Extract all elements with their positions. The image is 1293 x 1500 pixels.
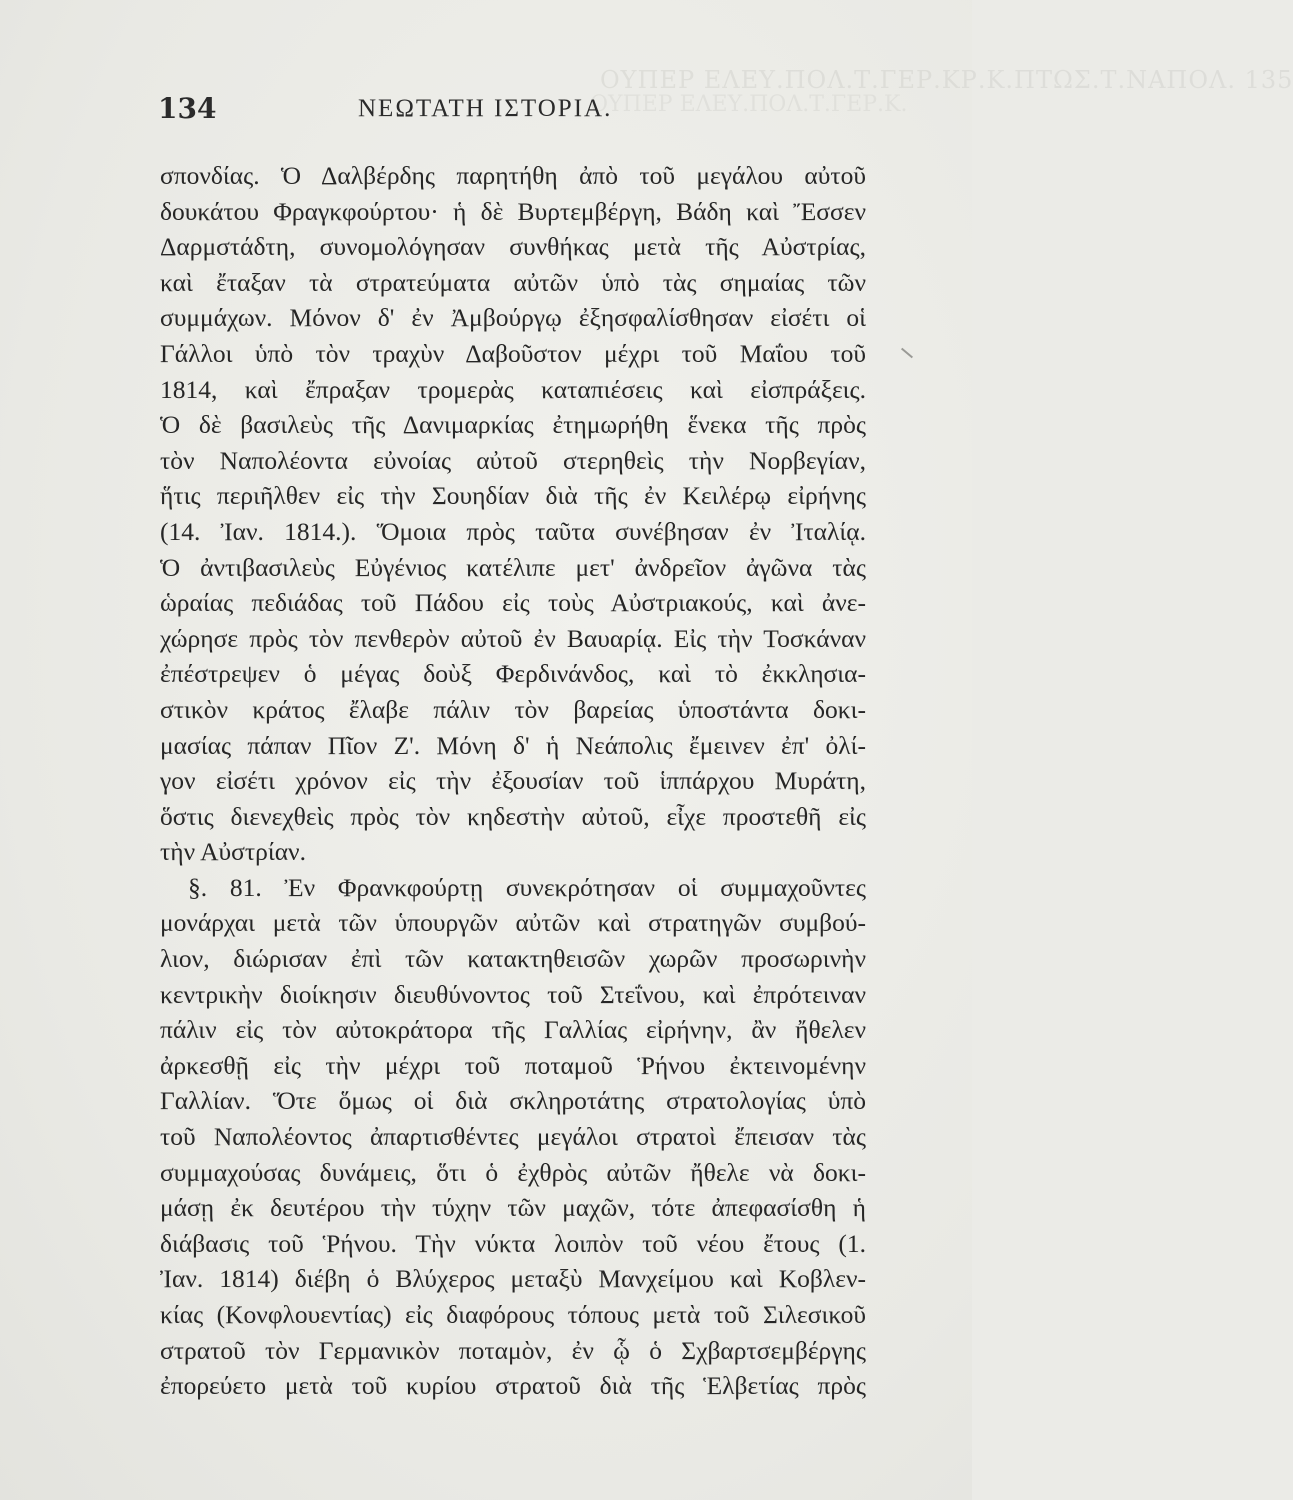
bleed-through-text-2: ΟΥΠΕΡ ΕΛΕΥ.ΠΟΛ.Τ.ΓΕΡ.Κ.	[590, 92, 908, 117]
text-line: διάβασις τοῦ Ῥήνου. Τὴν νύκτα λοιπὸν τοῦ νέου ἔτους (1.	[160, 1228, 866, 1258]
text-line: Ἰαν. 1814) διέβη ὁ Βλύχερος μεταξὺ Μανχείμου καὶ Κοβλεν-	[160, 1264, 866, 1294]
text-line: Γαλλίαν. Ὅτε ὅμως οἱ διὰ σκληροτάτης στρατολογίας ὑπὸ	[160, 1086, 866, 1116]
margin-mark	[901, 348, 913, 359]
text-line: ἀρκεσθῇ εἰς τὴν μέχρι τοῦ ποταμοῦ Ῥήνου ἐκτεινομένην	[160, 1050, 866, 1080]
running-title: ΝΕΩΤΑΤΗ ΙΣΤΟΡΙΑ.	[358, 95, 613, 122]
text-line: συμμάχων. Μόνον δ' ἐν Ἀμβούργῳ ἐξησφαλίσθησαν εἰσέτι οἱ	[160, 303, 866, 333]
text-line: πάλιν εἰς τὸν αὐτοκράτορα τῆς Γαλλίας εἰρήνην, ἂν ἤθελεν	[160, 1015, 866, 1045]
text-line: γον εἰσέτι χρόνον εἰς τὴν ἐξουσίαν τοῦ ἱππάρχου Μυράτη,	[160, 766, 866, 796]
text-line: ἐπέστρεψεν ὁ μέγας δοὺξ Φερδινάνδος, καὶ τὸ ἐκκλησια-	[160, 659, 866, 689]
text-line: μασίας πάπαν Πῖον Ζ'. Μόνη δ' ἡ Νεάπολις ἔμεινεν ἐπ' ὀλί-	[160, 730, 866, 760]
text-line: τὸν Ναπολέοντα εὐνοίας αὐτοῦ στερηθεὶς τὴν Νορβεγίαν,	[160, 445, 866, 475]
text-line: Ὁ ἀντιβασιλεὺς Εὐγένιος κατέλιπε μετ' ἀνδρεῖον ἀγῶνα τὰς	[160, 552, 866, 582]
text-line: στρατοῦ τὸν Γερμανικὸν ποταμὸν, ἐν ᾧ ὁ Σχβαρτσεμβέργης	[160, 1335, 866, 1365]
text-line: Δαρμστάδτη, συνομολόγησαν συνθήκας μετὰ τῆς Αὐστρίας,	[160, 232, 866, 262]
bleed-through-text: ΟΥΠΕΡ ΕΛΕΥ.ΠΟΛ.Τ.ΓΕΡ.ΚΡ.Κ.ΠΤΩΣ.Τ.ΝΑΠΟΛ. 135	[600, 66, 1293, 94]
text-line: 1814, καὶ ἔπραξαν τρομερὰς καταπιέσεις καὶ εἰσπράξεις.	[160, 374, 866, 404]
text-line: συμμαχούσας δυνάμεις, ὅτι ὁ ἐχθρὸς αὐτῶν ἤθελε νὰ δοκι-	[160, 1157, 866, 1187]
text-line: μάσῃ ἐκ δευτέρου τὴν τύχην τῶν μαχῶν, τότε ἀπεφασίσθη ἡ	[160, 1193, 866, 1223]
text-line: κίας (Κονφλουεντίας) εἰς διαφόρους τόπους μετὰ τοῦ Σιλεσικοῦ	[160, 1300, 866, 1329]
text-line: χώρησε πρὸς τὸν πενθερὸν αὐτοῦ ἐν Βαυαρίᾳ. Εἰς τὴν Τοσκάναν	[160, 623, 866, 653]
text-line: ὡραίας πεδιάδας τοῦ Πάδου εἰς τοὺς Αὐστριακούς, καὶ ἀνε-	[160, 588, 866, 618]
text-line: ὅστις διενεχθεὶς πρὸς τὸν κηδεστὴν αὐτοῦ, εἶχε προστεθῆ εἰς	[160, 801, 866, 831]
text-line: δουκάτου Φραγκφούρτου· ἡ δὲ Βυρτεμβέργη, Βάδη καὶ Ἔσσεν	[160, 196, 866, 226]
text-line: κεντρικὴν διοίκησιν διευθύνοντος τοῦ Στεΐνου, καὶ ἐπρότειναν	[160, 979, 866, 1009]
text-line: Γάλλοι ὑπὸ τὸν τραχὺν Δαβοῦστον μέχρι τοῦ Μαΐου τοῦ	[160, 338, 866, 368]
text-line: (14. Ἰαν. 1814.). Ὅμοια πρὸς ταῦτα συνέβησαν ἐν Ἰταλίᾳ.	[160, 516, 866, 546]
text-line: τοῦ Ναπολέοντος ἀπαρτισθέντες μεγάλοι στρατοὶ ἔπεισαν τὰς	[160, 1122, 866, 1152]
text-line: σπονδίας. Ὁ Δαλβέρδης παρητήθη ἀπὸ τοῦ μεγάλου αὐτοῦ	[160, 161, 866, 190]
page-number: 134	[158, 92, 217, 125]
text-line: λιον, διώρισαν ἐπὶ τῶν κατακτηθεισῶν χωρῶν προσωρινὴν	[160, 944, 866, 974]
body-text	[160, 158, 866, 1404]
text-line: μονάρχαι μετὰ τῶν ὑπουργῶν αὐτῶν καὶ στρατηγῶν συμβού-	[160, 908, 866, 938]
text-line: τὴν Αὐστρίαν.	[160, 837, 306, 867]
text-line: καὶ ἔταξαν τὰ στρατεύματα αὐτῶν ὑπὸ τὰς σημαίας τῶν	[160, 267, 866, 297]
text-line: ἥτις περιῆλθεν εἰς τὴν Σουηδίαν διὰ τῆς ἐν Κειλέρῳ εἰρήνης	[160, 481, 866, 511]
section-heading-line: §. 81. Ἐν Φρανκφούρτῃ συνεκρότησαν οἱ συμμαχοῦντες	[188, 872, 866, 902]
running-head	[158, 92, 858, 128]
text-line: Ὁ δὲ βασιλεὺς τῆς Δανιμαρκίας ἐτημωρήθη ἕνεκα τῆς πρὸς	[160, 410, 866, 440]
text-line: ἐπορεύετο μετὰ τοῦ κυρίου στρατοῦ διὰ τῆς Ἑλβετίας πρὸς	[160, 1371, 866, 1401]
text-line: στικὸν κράτος ἔλαβε πάλιν τὸν βαρείας ὑποστάντα δοκι-	[160, 694, 866, 724]
